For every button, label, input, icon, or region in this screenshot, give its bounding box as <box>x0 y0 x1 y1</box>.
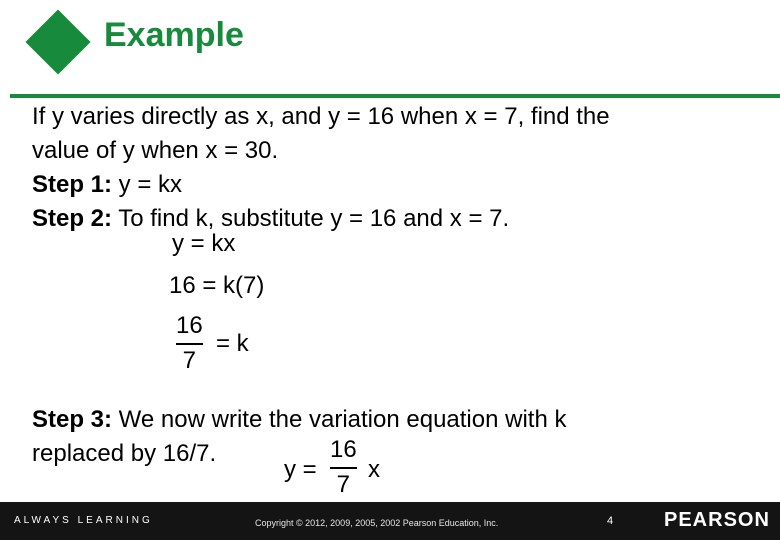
problem-line-2: value of y when x = 30. <box>32 137 279 164</box>
step-3 <box>32 405 566 435</box>
step-3-label: Step 3: <box>32 406 113 433</box>
title-divider <box>10 94 780 98</box>
equation-1: y = kx <box>172 230 236 257</box>
step-1 <box>32 170 182 200</box>
final-numerator: 16 <box>330 436 357 463</box>
equation-3-fraction <box>176 312 203 375</box>
slide-title: Example <box>104 16 244 54</box>
final-equation-rhs: x <box>368 456 380 483</box>
equation-3-denominator: 7 <box>182 347 197 374</box>
fraction-bar <box>330 467 357 469</box>
fraction-bar <box>176 343 203 345</box>
page-number: 4 <box>607 515 614 527</box>
problem-line-1: If y varies directly as x, and y = 16 when x = 7, find the <box>32 103 610 130</box>
final-equation-fraction <box>330 436 357 499</box>
equation-3-numerator: 16 <box>176 312 203 339</box>
footer-tagline: ALWAYS LEARNING <box>14 515 153 526</box>
step-3-line-2: replaced by 16/7. <box>32 440 217 467</box>
title-diamond-icon <box>25 9 90 74</box>
step-1-label: Step 1: <box>32 171 113 198</box>
equation-2: 16 = k(7) <box>169 272 265 299</box>
pearson-logo: PEARSON <box>664 509 770 531</box>
footer-bar <box>0 502 780 540</box>
step-1-text: y = kx <box>112 171 183 198</box>
step-3-text: We now write the variation equation with k <box>112 406 567 433</box>
final-equation-lhs: y = <box>284 456 317 483</box>
footer-copyright: Copyright © 2012, 2009, 2005, 2002 Pearson Education, Inc. <box>255 518 499 528</box>
equation-3-rhs: = k <box>216 330 249 357</box>
step-2-text: To find k, substitute y = 16 and x = 7. <box>112 205 510 232</box>
final-denominator: 7 <box>336 471 351 498</box>
step-2 <box>32 204 509 234</box>
step-2-label: Step 2: <box>32 205 113 232</box>
